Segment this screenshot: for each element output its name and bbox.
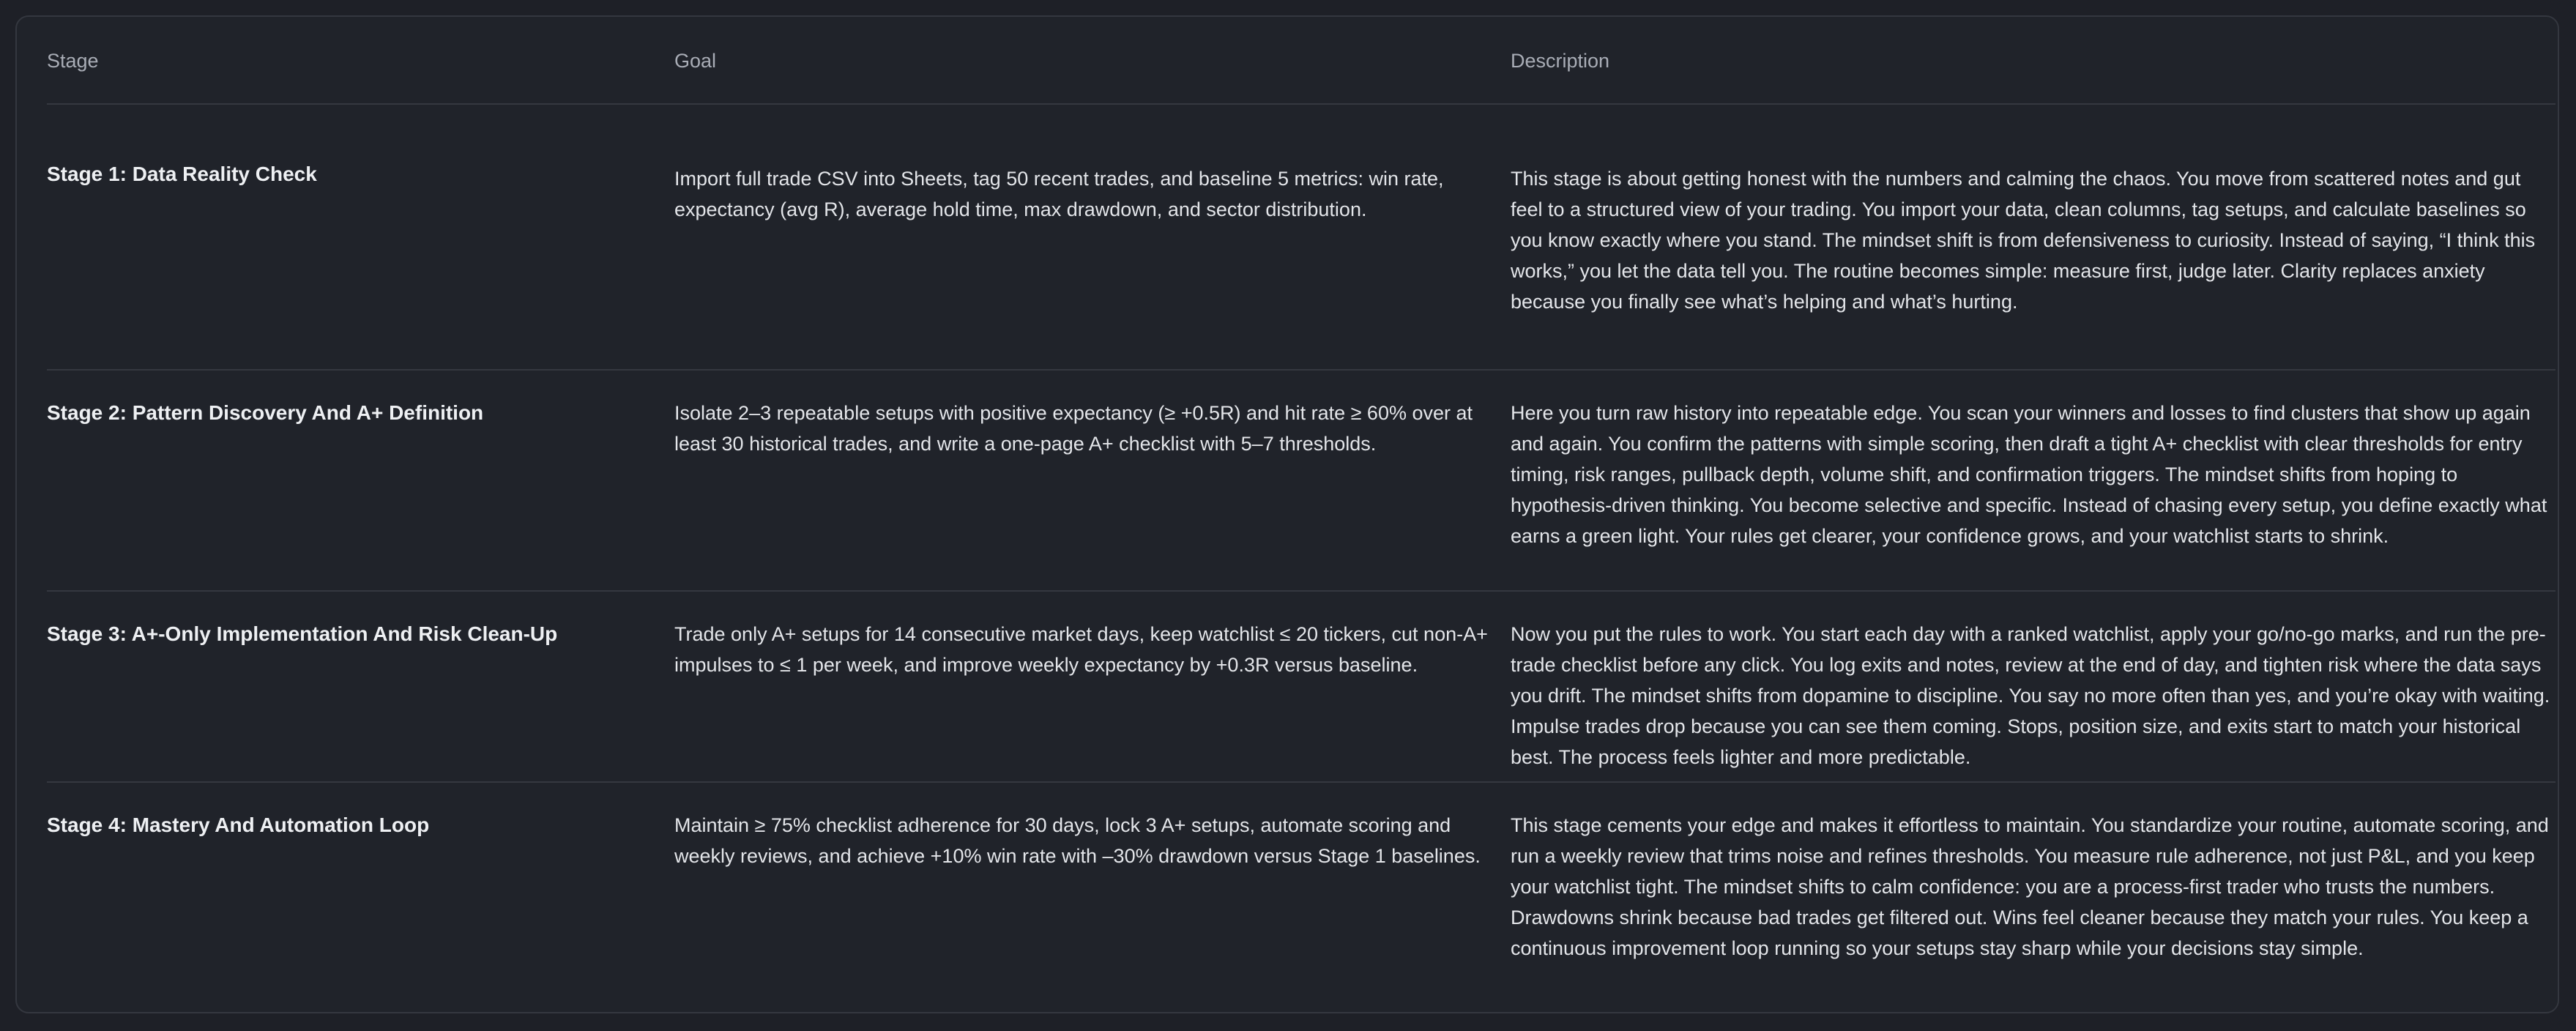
stage-cell: Stage 3: A+-Only Implementation And Risk Clean-Up	[47, 622, 558, 645]
table-row	[47, 592, 2555, 783]
goal-cell: Trade only A+ setups for 14 consecutive market days, keep watchlist ≤ 20 tickers, cut non-A+ impulses to ≤ 1 per week, and improve weekly expectancy by +0.3R versus baseline.	[674, 623, 1488, 676]
table-header-row	[47, 17, 2555, 105]
stage-cell: Stage 1: Data Reality Check	[47, 163, 317, 185]
description-cell: This stage is about getting honest with the numbers and calming the chaos. You move from scattered notes and gut feel to a structured view of your trading. You import your data, clean columns, tag setups, and calculate baselines so you know exactly where you stand. The mindset shift is from defensiveness to curiosity. Instead of saying, “I think this works,” you let the data tell you. The routine becomes simple: measure first, judge later. Clarity replaces anxiety because you finally see what’s helping and what’s hurting.	[1511, 168, 2536, 313]
table-row	[47, 783, 2555, 1013]
description-cell: Now you put the rules to work. You start each day with a ranked watchlist, apply your go/no-go marks, and run the pre-trade checklist before any click. You log exits and notes, review at the end of day, and tighten risk where the data says you drift. The mindset shifts from dopamine to discipline. You say no more often than yes, and you’re okay with waiting. Impulse trades drop because you can see them coming. Stops, position size, and exits start to match your historical best. The process feels lighter and more predictable.	[1511, 623, 2550, 768]
table-row	[47, 105, 2555, 371]
stage-cell: Stage 2: Pattern Discovery And A+ Definition	[47, 401, 484, 424]
goal-cell: Isolate 2–3 repeatable setups with positive expectancy (≥ +0.5R) and hit rate ≥ 60% over at least 30 historical trades, and write a one-page A+ checklist with 5–7 thresholds.	[674, 402, 1473, 455]
description-cell: Here you turn raw history into repeatable edge. You scan your winners and losses to find clusters that show up again and again. You confirm the patterns with simple scoring, then draft a tight A+ checklist with clear thresholds for entry timing, risk ranges, pullback depth, volume shift, and confirmation triggers. The mindset shifts from hoping to hypothesis-driven thinking. You become selective and specific. Instead of chasing every setup, you define exactly what earns a green light. Your rules get clearer, your confidence grows, and your watchlist starts to shrink.	[1511, 402, 2547, 547]
goal-cell: Maintain ≥ 75% checklist adherence for 30 days, lock 3 A+ setups, automate scoring and weekly reviews, and achieve +10% win rate with –30% drawdown versus Stage 1 baselines.	[674, 814, 1481, 867]
stages-table-panel	[15, 15, 2559, 1013]
table-row	[47, 371, 2555, 592]
header-stage: Stage	[47, 50, 99, 72]
description-cell: This stage cements your edge and makes it effortless to maintain. You standardize your routine, automate scoring, and run a weekly review that trims noise and refines thresholds. You measure rule adherence, not just P&L, and you keep your watchlist tight. The mindset shifts to calm confidence: you are a process-first trader who trusts the numbers. Drawdowns shrink because bad trades get filtered out. Wins feel cleaner because they match your rules. You keep a continuous improvement loop running so your setups stay sharp while your decisions stay simple.	[1511, 814, 2549, 959]
header-goal: Goal	[674, 50, 717, 72]
stages-table	[47, 17, 2555, 1013]
stage-cell: Stage 4: Mastery And Automation Loop	[47, 814, 430, 836]
goal-cell: Import full trade CSV into Sheets, tag 50 recent trades, and baseline 5 metrics: win rate, expectancy (avg R), average hold time, max drawdown, and sector distribution.	[674, 168, 1444, 220]
header-description: Description	[1511, 50, 1610, 72]
